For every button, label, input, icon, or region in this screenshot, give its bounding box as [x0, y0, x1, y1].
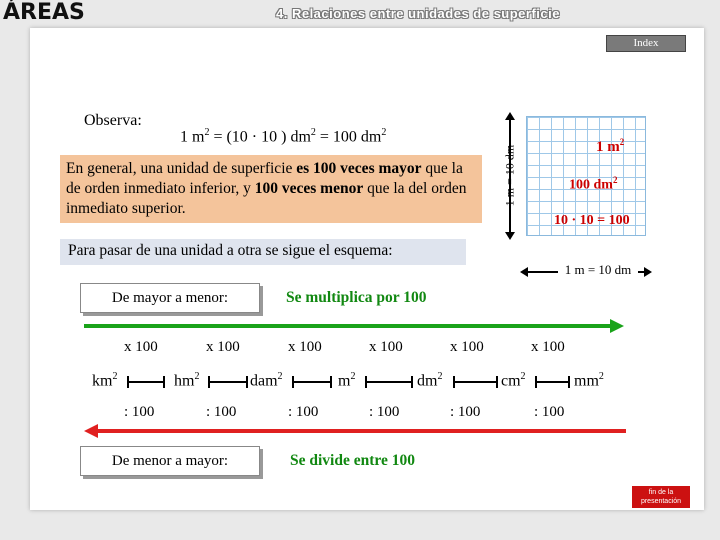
unit-connector — [453, 381, 498, 383]
multiply-label: x 100 — [369, 339, 403, 355]
divide-label: : 100 — [288, 404, 319, 420]
grid-label-product: 10 · 10 = 100 — [554, 213, 630, 228]
vertical-measure-label: 1 m = 10 dm — [502, 144, 517, 207]
green-arrow-right-icon — [610, 319, 624, 333]
index-button[interactable]: Index — [606, 35, 686, 52]
unit-cm2: $cm^2$ — [501, 371, 526, 390]
unit-connector — [292, 381, 332, 383]
section-subtitle: 4. Relaciones entre unidades de superficie — [276, 6, 560, 21]
unit-mm2: $mm^2$ — [574, 371, 604, 390]
observa-label: Observa: — [84, 112, 142, 129]
red-arrow-left-icon — [84, 424, 98, 438]
arrow-right-icon — [644, 267, 652, 277]
horizontal-measure-label: 1 m = 10 dm — [558, 262, 638, 278]
unit-connector — [535, 381, 570, 383]
divide-label: : 100 — [369, 404, 400, 420]
mayor-a-menor-box: De mayor a menor: — [80, 283, 260, 313]
scheme-intro-box: Para pasar de una unidad a otra se sigue el esquema: — [60, 239, 466, 265]
red-arrow-shaft — [98, 429, 626, 433]
menor-a-mayor-box: De menor a mayor: — [80, 446, 260, 476]
multiply-label: x 100 — [531, 339, 565, 355]
multiply-label: x 100 — [288, 339, 322, 355]
multiply-label: x 100 — [206, 339, 240, 355]
unit-connector — [365, 381, 413, 383]
grid-label-m2: 1 $m^2$ — [596, 137, 625, 155]
grid-label-dm2: 100 $dm^2$ — [569, 175, 618, 193]
unit-km2: $km^2$ — [92, 371, 118, 390]
area-formula: 1 $m^2 = (10 \cdot 10$ ) $dm^2 = 100$ $dm^2$ — [180, 127, 387, 146]
divide-rule-label: Se divide entre 100 — [290, 452, 415, 469]
divide-label: : 100 — [534, 404, 565, 420]
unit-dm2: $dm^2$ — [417, 371, 443, 390]
divide-label: : 100 — [450, 404, 481, 420]
page-title: ÁREAS — [3, 0, 85, 25]
unit-connector — [127, 381, 165, 383]
multiply-label: x 100 — [450, 339, 484, 355]
green-arrow-shaft — [84, 324, 612, 328]
multiply-rule-label: Se multiplica por 100 — [286, 289, 427, 306]
unit-hm2: $hm^2$ — [174, 371, 200, 390]
divide-label: : 100 — [206, 404, 237, 420]
unit-dam2: dam$^2$ — [250, 371, 283, 390]
end-presentation-button[interactable]: fin de la presentación — [632, 486, 690, 508]
multiply-label: x 100 — [124, 339, 158, 355]
unit-connector — [208, 381, 248, 383]
general-rule-box: En general, una unidad de superficie es 100 veces mayor que la de orden inmediato inferior, y 100 veces menor que la del orden inmediato superior. — [60, 155, 482, 223]
divide-label: : 100 — [124, 404, 155, 420]
unit-m2: $m^2$ — [338, 371, 356, 390]
arrow-left-icon — [520, 267, 528, 277]
